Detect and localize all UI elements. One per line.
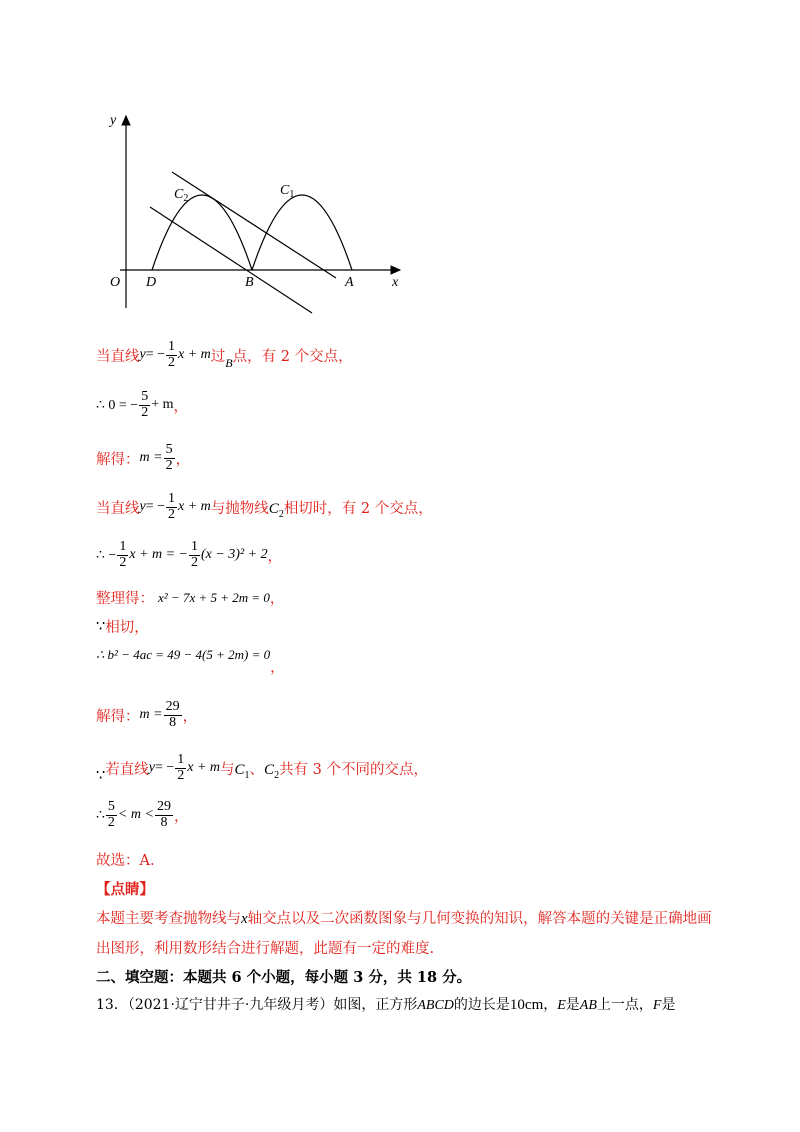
line-through-b xyxy=(150,207,312,313)
c2-symbol: $C_2$ xyxy=(268,500,284,520)
math: ABCD xyxy=(417,998,454,1013)
math: < m < xyxy=(117,807,154,823)
line-5 xyxy=(96,540,282,570)
fraction: $\frac{5}{2}$ xyxy=(107,799,115,830)
math: = − xyxy=(145,347,166,363)
because-symbol: ∵ xyxy=(96,618,106,635)
fraction: $\frac{1}{2}$ xyxy=(190,539,198,570)
text: 上一点， xyxy=(596,997,653,1013)
fraction: $\frac{1}{2}$ xyxy=(168,491,176,522)
math: = − xyxy=(154,760,175,776)
math: F xyxy=(652,998,662,1013)
line-14 xyxy=(96,907,712,928)
text: 解得： xyxy=(96,708,140,725)
text: 共有 3 个不同的交点， xyxy=(279,761,429,778)
math: + m xyxy=(151,397,174,413)
line-10 xyxy=(96,753,428,783)
fraction: $\frac{29}{8}$ xyxy=(156,799,171,830)
text: ， xyxy=(543,997,558,1013)
text: ， xyxy=(175,451,191,468)
line-1 xyxy=(96,340,353,370)
line-13 xyxy=(96,878,154,899)
text: 是 xyxy=(661,997,676,1013)
label-o: O xyxy=(110,275,121,290)
section-heading: 【点睛】 xyxy=(96,881,154,898)
math: ∴ − xyxy=(96,547,117,563)
text: 故选：A. xyxy=(96,853,155,869)
label-y: y xyxy=(110,113,117,128)
section-heading: 二、填空题：本题共 6 个小题，每小题 3 分，共 18 分。 xyxy=(96,969,472,986)
fraction: $\frac{29}{8}$ xyxy=(165,699,180,730)
fraction: $\frac{1}{2}$ xyxy=(119,539,127,570)
line-17 xyxy=(96,994,675,1014)
math: 10cm xyxy=(509,997,544,1013)
math: y xyxy=(139,347,146,363)
parabola-c2 xyxy=(152,195,252,270)
math: ∴ xyxy=(96,807,105,823)
text: 解得： xyxy=(96,451,140,468)
text: ， xyxy=(269,591,285,607)
math: x + m xyxy=(178,499,211,515)
line-16 xyxy=(96,966,471,987)
label-d: D xyxy=(146,275,157,290)
text: 轴交点以及二次函数图象与几何变换的知识，解答本题的关键是正确地画 xyxy=(247,911,712,927)
math: = − xyxy=(145,499,166,515)
label-c1: $C_1$ xyxy=(280,183,295,200)
label-b: B xyxy=(245,275,254,290)
math: E xyxy=(557,998,566,1013)
text: 过 xyxy=(210,348,226,365)
c1-symbol: $C_1$ xyxy=(234,761,250,781)
line-8 xyxy=(96,644,285,676)
text: 整理得： xyxy=(96,591,154,607)
text: 、 xyxy=(249,761,265,778)
line-15 xyxy=(96,937,434,958)
parabola-figure xyxy=(100,108,410,318)
math: x + m xyxy=(187,760,221,776)
math: x xyxy=(241,911,248,927)
fraction: $\frac{5}{2}$ xyxy=(141,389,149,420)
text: ， xyxy=(267,548,283,565)
text: 当直线 xyxy=(96,500,140,517)
math: (x − 3)² + 2 xyxy=(200,547,268,563)
math: ∴ b² − 4ac = 49 − 4(5 + 2m) = 0 xyxy=(96,646,271,662)
math: AB xyxy=(579,998,597,1013)
text: 点，有 2 个交点， xyxy=(232,348,353,365)
c2-symbol: $C_2$ xyxy=(264,761,280,781)
label-a: A xyxy=(345,275,354,290)
math: ∴ 0 = − xyxy=(96,397,139,413)
math: x + m xyxy=(178,347,211,363)
math: x + m = − xyxy=(129,547,188,563)
text: 相切时，有 2 个交点， xyxy=(283,500,433,517)
because-symbol: ∵ xyxy=(96,768,106,785)
line-11 xyxy=(96,800,188,830)
text: 与 xyxy=(220,761,235,778)
fraction: $\frac{5}{2}$ xyxy=(165,442,173,473)
text: 当直线 xyxy=(96,348,140,365)
text: 与抛物线 xyxy=(210,500,269,517)
text: 是 xyxy=(565,997,580,1013)
line-4 xyxy=(96,492,433,522)
text: ， xyxy=(182,708,198,725)
tangent-line xyxy=(172,172,336,278)
text: ， xyxy=(270,660,285,676)
math: x² − 7x + 5 + 2m = 0 xyxy=(158,589,270,605)
text: 13．（2021·辽宁甘井子·九年级月考）如图，正方形 xyxy=(96,997,418,1013)
label-x: x xyxy=(392,275,399,290)
text: ， xyxy=(173,808,189,825)
point-b: B xyxy=(225,355,233,370)
text: 相切， xyxy=(105,620,149,636)
text: 本题主要考查抛物线与 xyxy=(96,911,241,927)
label-c2: $C_2$ xyxy=(174,187,189,204)
text: 的边长是 xyxy=(453,997,510,1013)
math: y xyxy=(148,760,155,776)
math: m = xyxy=(139,450,163,466)
line-6 xyxy=(96,587,284,608)
line-2 xyxy=(96,390,188,420)
math: y xyxy=(139,499,146,515)
line-12 xyxy=(96,849,155,870)
text: 若直线 xyxy=(105,761,149,778)
math: m = xyxy=(139,707,163,723)
line-9 xyxy=(96,700,197,730)
text: ， xyxy=(173,398,188,415)
fraction: $\frac{1}{2}$ xyxy=(177,752,185,783)
text: 出图形，利用数形结合进行解题，此题有一定的难度. xyxy=(96,941,435,957)
line-7 xyxy=(96,616,149,637)
line-3 xyxy=(96,443,190,473)
fraction: $\frac{1}{2}$ xyxy=(168,339,176,370)
parabola-c1 xyxy=(252,195,352,270)
